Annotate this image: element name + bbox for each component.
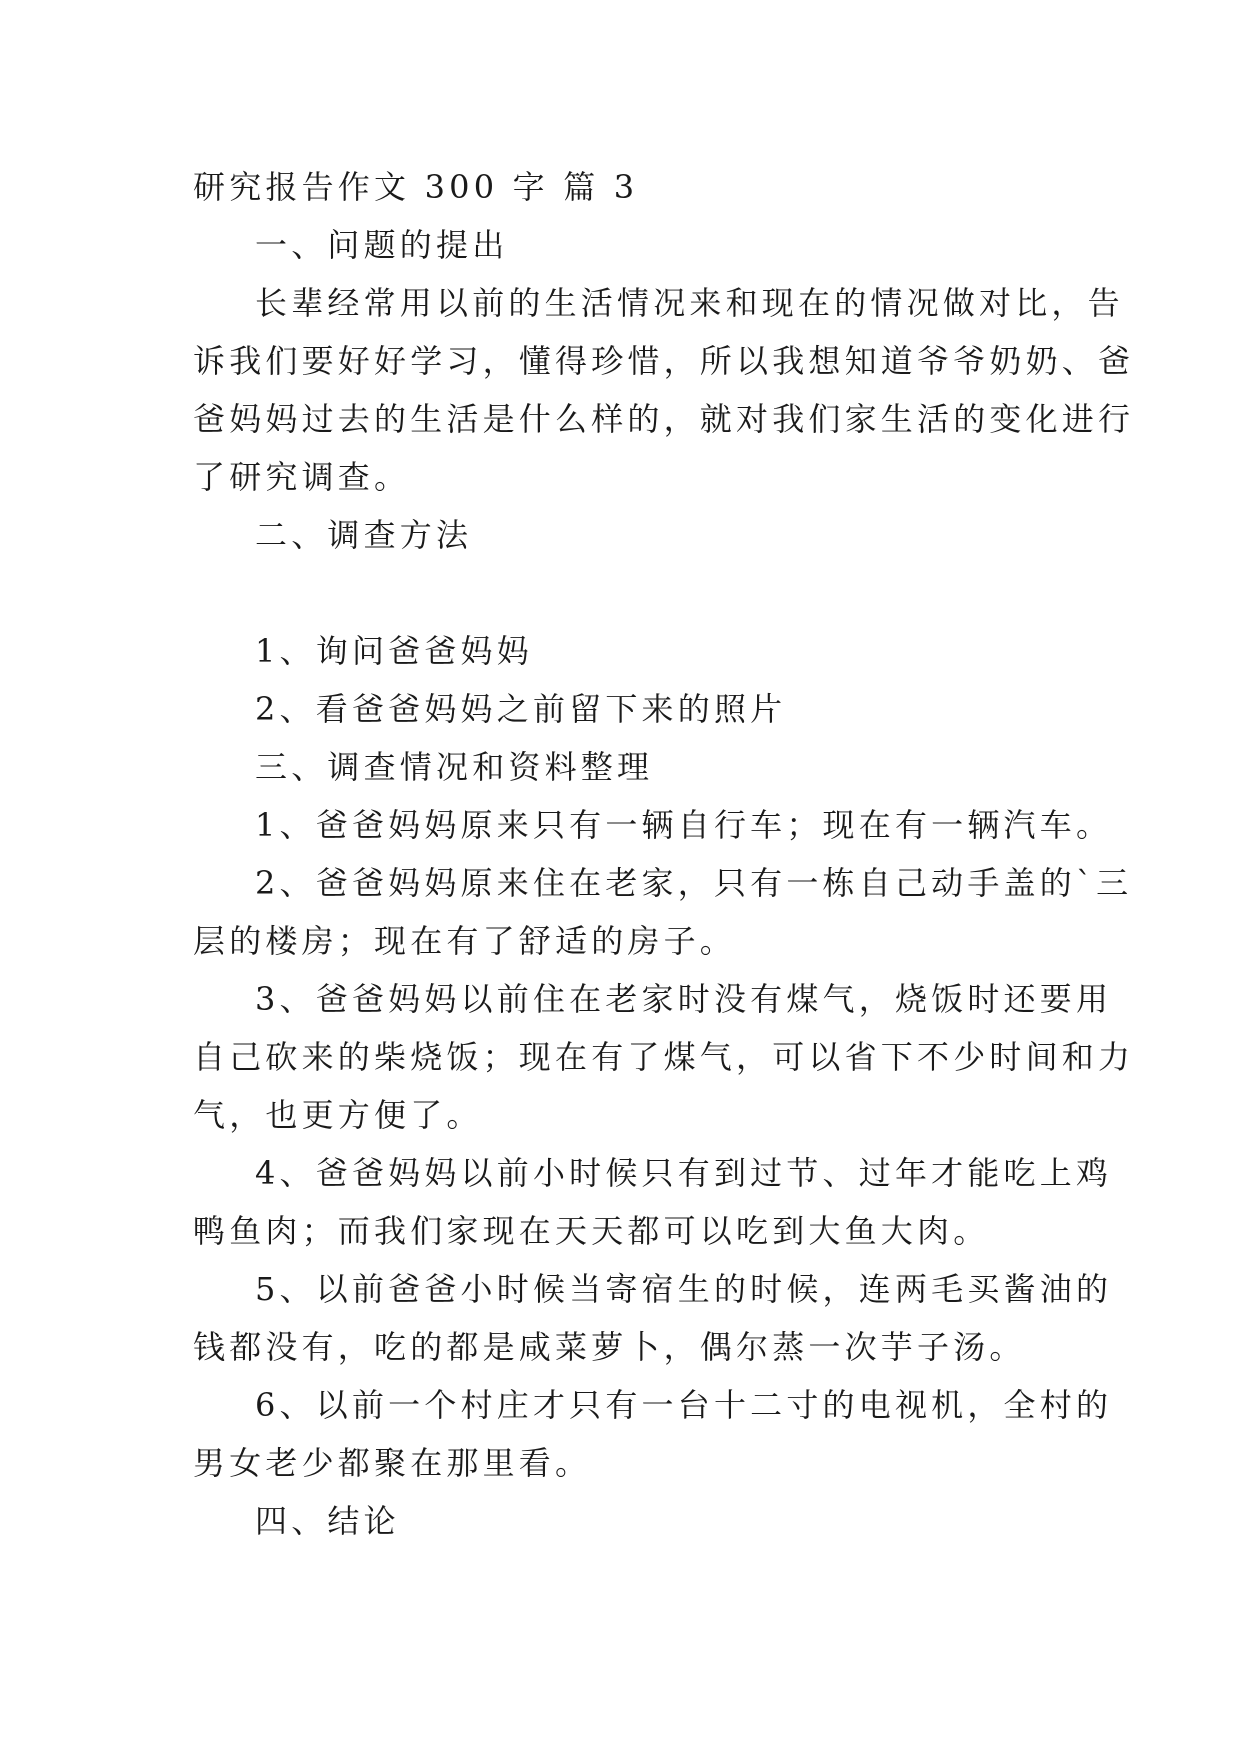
list-item: 2、爸爸妈妈原来住在老家，只有一栋自己动手盖的`三 <box>255 864 1133 902</box>
list-item: 1、爸爸妈妈原来只有一辆自行车；现在有一辆汽车。 <box>255 806 1113 844</box>
document-title: 研究报告作文 300 字 篇 3 <box>193 168 639 206</box>
list-item: 3、爸爸妈妈以前住在老家时没有煤气，烧饭时还要用 <box>255 980 1113 1018</box>
section-heading: 三、调查情况和资料整理 <box>255 748 654 786</box>
paragraph-line: 诉我们要好好学习，懂得珍惜，所以我想知道爷爷奶奶、爸 <box>193 342 1135 380</box>
list-item-continuation: 男女老少都聚在那里看。 <box>193 1444 592 1482</box>
list-item-continuation: 鸭鱼肉；而我们家现在天天都可以吃到大鱼大肉。 <box>193 1212 990 1250</box>
section-heading: 一、问题的提出 <box>255 226 509 264</box>
list-item-continuation: 钱都没有，吃的都是咸菜萝卜，偶尔蒸一次芋子汤。 <box>193 1328 1026 1366</box>
paragraph-line: 了研究调查。 <box>193 458 411 496</box>
section-heading: 二、调查方法 <box>255 516 473 554</box>
list-item: 2、看爸爸妈妈之前留下来的照片 <box>255 690 787 728</box>
list-item-continuation: 气，也更方便了。 <box>193 1096 483 1134</box>
list-item: 1、询问爸爸妈妈 <box>255 632 533 670</box>
paragraph-line: 爸妈妈过去的生活是什么样的，就对我们家生活的变化进行 <box>193 400 1135 438</box>
list-item: 4、爸爸妈妈以前小时候只有到过节、过年才能吃上鸡 <box>255 1154 1113 1192</box>
list-item: 6、以前一个村庄才只有一台十二寸的电视机，全村的 <box>255 1386 1113 1424</box>
list-item-continuation: 层的楼房；现在有了舒适的房子。 <box>193 922 737 960</box>
section-heading: 四、结论 <box>255 1502 400 1540</box>
list-item-continuation: 自己砍来的柴烧饭；现在有了煤气，可以省下不少时间和力 <box>193 1038 1135 1076</box>
list-item: 5、以前爸爸小时候当寄宿生的时候，连两毛买酱油的 <box>255 1270 1113 1308</box>
paragraph-line: 长辈经常用以前的生活情况来和现在的情况做对比，告 <box>255 284 1124 322</box>
